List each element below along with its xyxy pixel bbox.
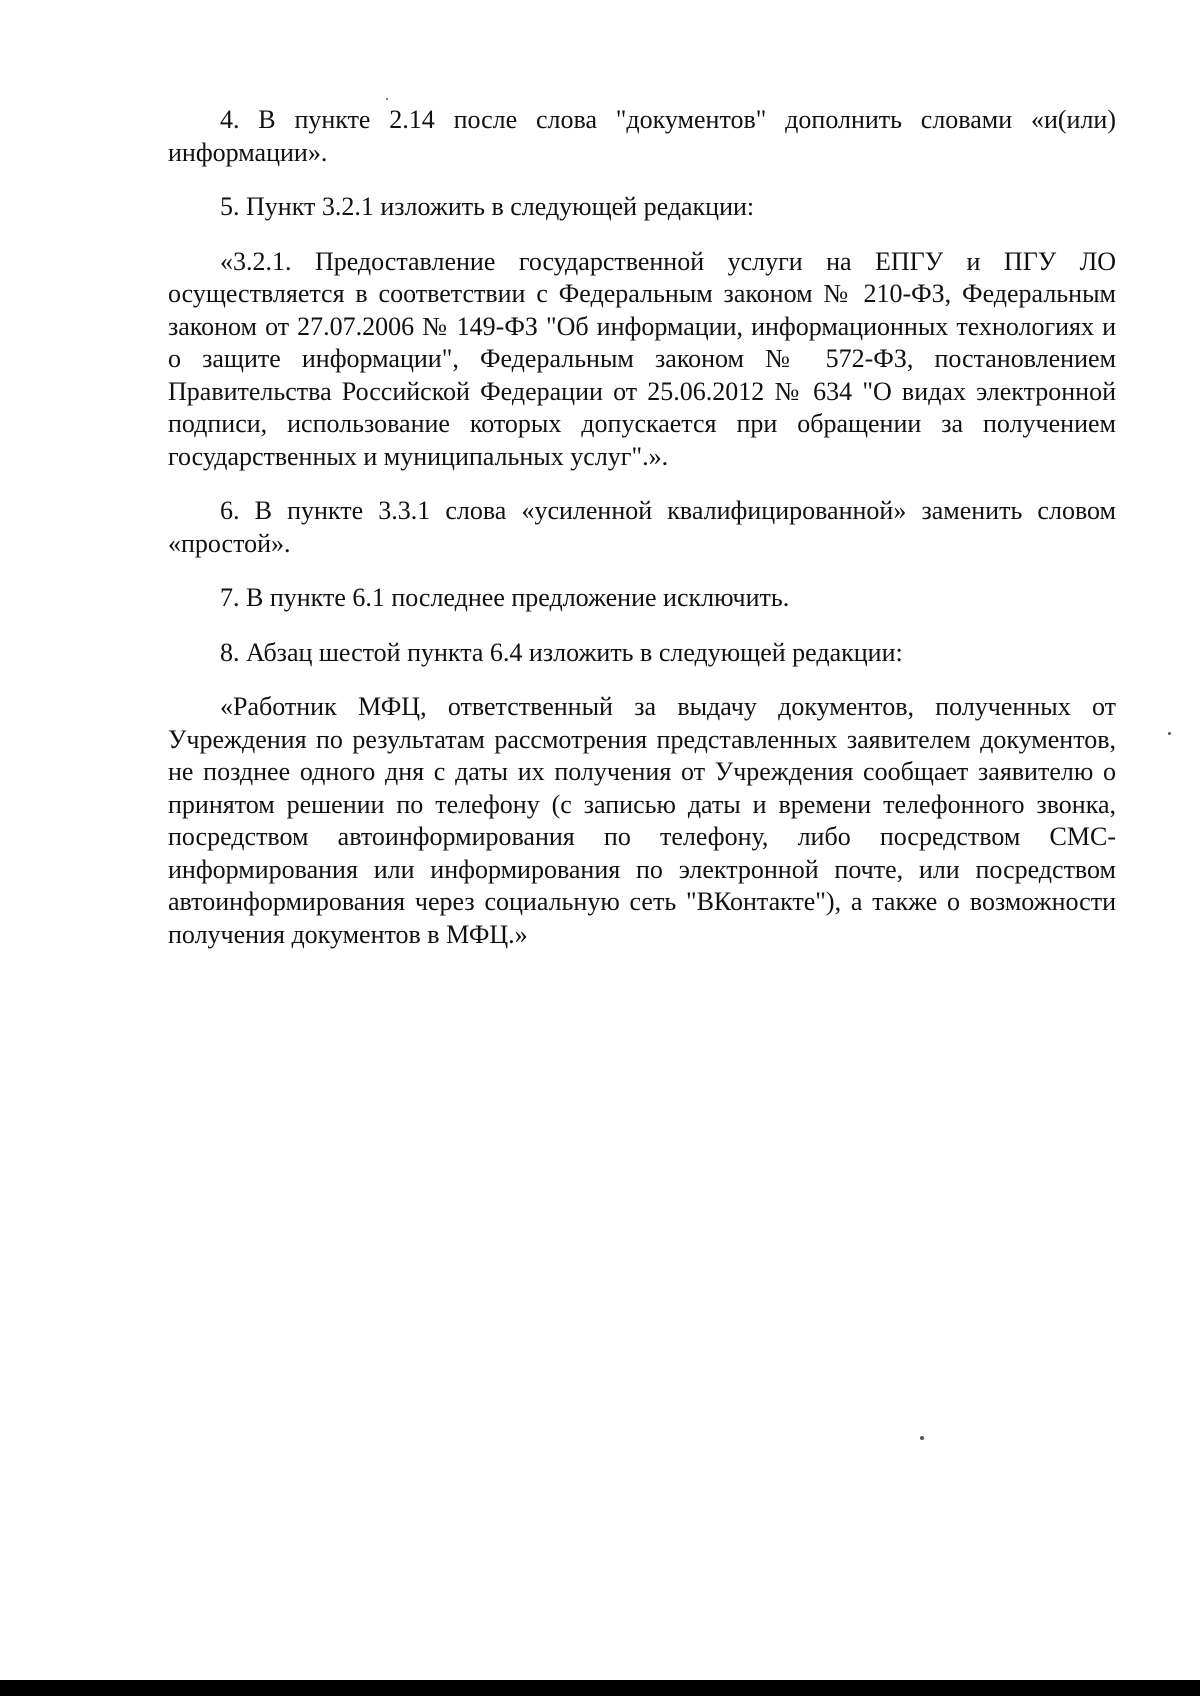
scan-speck [920,1436,924,1440]
paragraph-item-6: 6. В пункте 3.3.1 слова «усиленной квалифицированной» заменить словом «простой». [168,496,1116,558]
scan-speck [1168,732,1171,735]
paragraph-item-5: 5. Пункт 3.2.1 изложить в следующей редакции: [220,192,755,221]
paragraph-item-8: 8. Абзац шестой пункта 6.4 изложить в следующей редакции: [220,637,903,667]
paragraph-item-5-text: «3.2.1. Предоставление государственной услуги на ЕПГУ и ПГУ ЛО осуществляется в соответствии с Федеральным законом № 210-ФЗ, Федеральным законом от 27.07.2006 № 149-ФЗ "Об информации, информационных технологиях и о защите информации", Федеральным законом № 572-ФЗ, постановлением Правительства Российской Федерации от 25.06.2012 № 634 "О видах электронной подписи, использование которых допускается при обращении за получением государственных и муниципальных услуг".». [168,246,1116,471]
paragraph-item-8-text: «Работник МФЦ, ответственный за выдачу документов, полученных от Учреждения по результатам рассмотрения представленных заявителем документов, не позднее одного дня с даты их получения от Учреждения сообщает заявителю о принятом решении по телефону (с записью даты и времени телефонного звонка, посредством автоинформирования по телефону, либо посредством СМС-информирования или информирования по электронной почте, или посредством автоинформирования через социальную сеть "ВКонтакте"), а также о возможности получения документов в МФЦ.» [168,692,1116,949]
paragraph-item-7: 7. В пункте 6.1 последнее предложение исключить. [220,583,790,612]
paragraph-item-4: 4. В пункте 2.14 после слова "документов" дополнить словами «и(или) информации». [168,105,1116,167]
scan-bottom-border [0,1680,1200,1696]
scan-speck [386,98,388,100]
document-body [168,104,1116,973]
